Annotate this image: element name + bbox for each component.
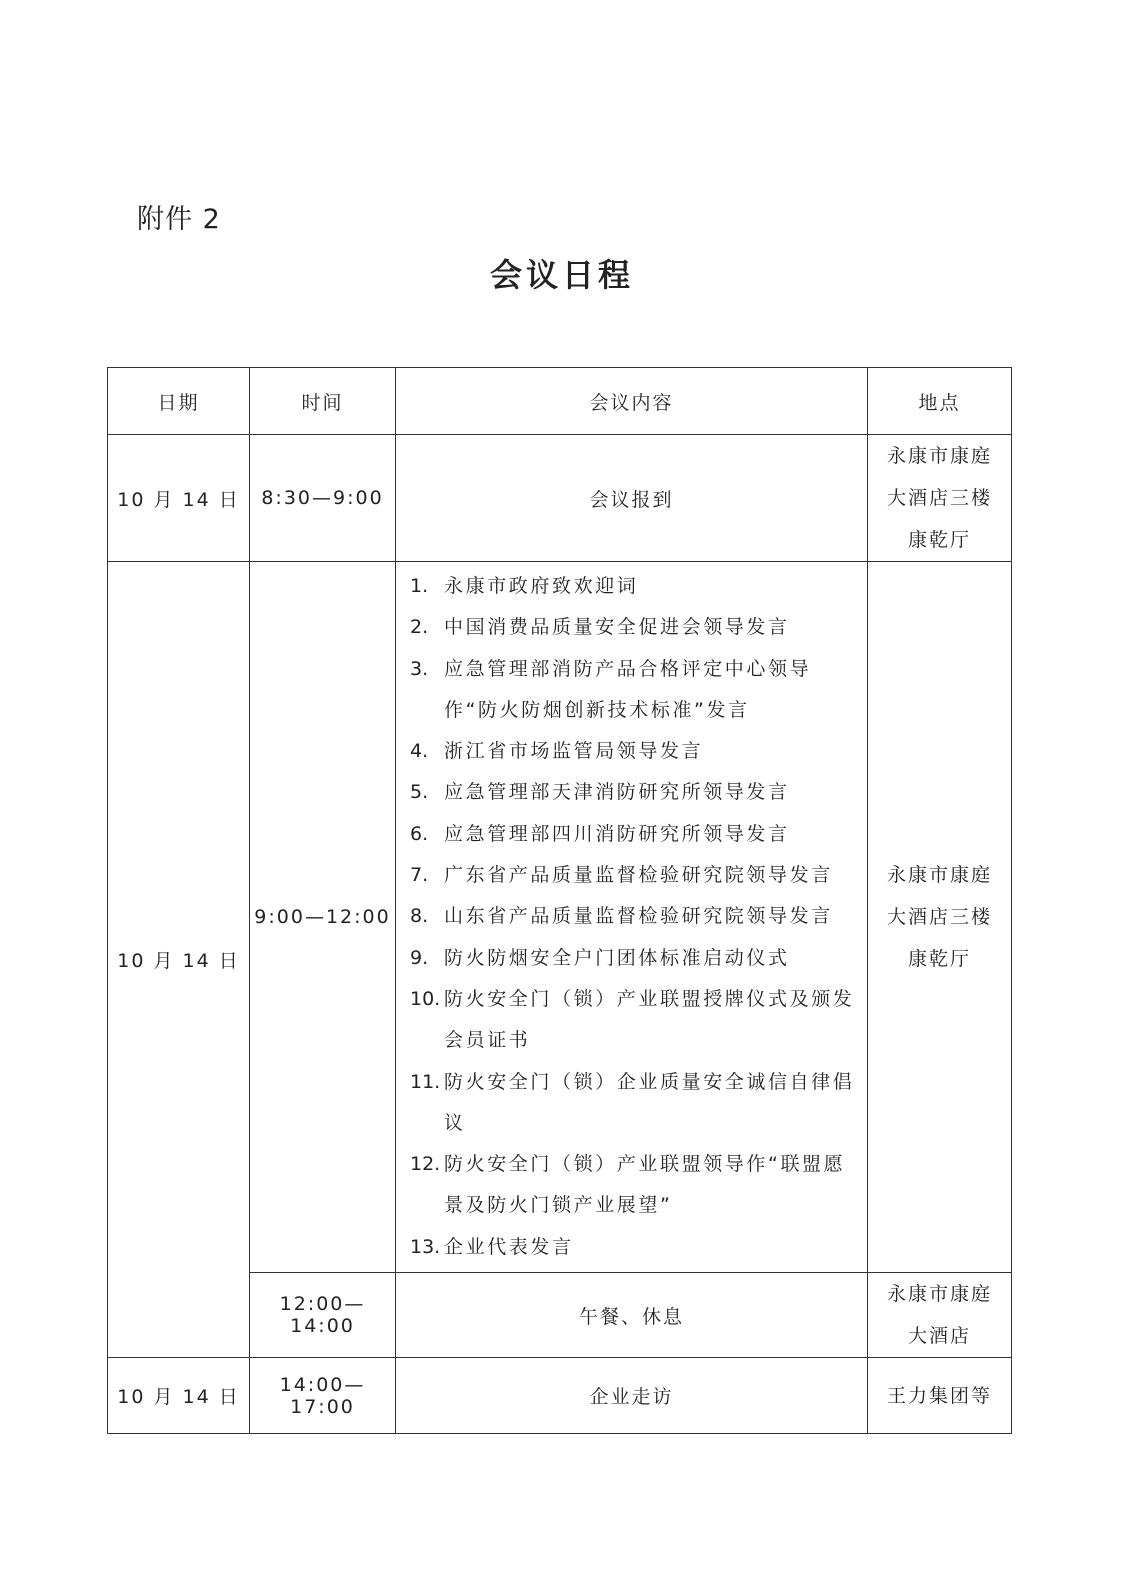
item-text: 山东省产品质量监督检验研究院领导发言 (444, 905, 833, 928)
item-text: 防火防烟安全户门团体标准启动仪式 (444, 946, 790, 969)
date-cell: 10 月 14 日 (108, 1358, 250, 1434)
table-row (108, 562, 1012, 1273)
item-number: 5. (410, 781, 429, 804)
location-cell (868, 1273, 1012, 1358)
item-text: 防火安全门（锁）企业质量安全诚信自律倡议 (444, 1070, 855, 1134)
table-row (108, 435, 1012, 562)
header-time: 时间 (250, 368, 396, 435)
attachment-label: 附件 2 (137, 204, 221, 235)
document-title: 会议日程 (489, 256, 634, 294)
location-line: 大酒店 (907, 1325, 971, 1348)
list-item (410, 649, 857, 732)
item-text: 防火安全门（锁）产业联盟领导作“联盟愿景及防火门锁产业展望” (444, 1153, 846, 1217)
item-number: 12. (410, 1153, 441, 1176)
agenda-list (396, 562, 867, 1272)
item-number: 7. (410, 864, 429, 887)
schedule-table (107, 367, 1012, 1434)
content-cell (396, 562, 868, 1273)
list-item (410, 855, 857, 896)
list-item (410, 772, 857, 813)
item-number: 3. (410, 657, 429, 680)
item-text: 中国消费品质量安全促进会领导发言 (444, 616, 790, 639)
location-line: 康乾厅 (907, 529, 971, 551)
header-date: 日期 (108, 368, 250, 435)
item-number: 6. (410, 822, 429, 845)
location-line: 大酒店三楼 (886, 906, 992, 929)
time-cell: 14:00—17:00 (250, 1358, 396, 1434)
header-content: 会议内容 (396, 368, 868, 435)
item-text: 应急管理部四川消防研究所领导发言 (444, 822, 790, 845)
list-item (410, 607, 857, 648)
location-line: 永康市康庭 (886, 864, 992, 887)
list-item (410, 938, 857, 979)
item-number: 4. (410, 740, 429, 763)
table-header-row (108, 368, 1012, 435)
content-cell: 会议报到 (396, 435, 868, 562)
item-number: 9. (410, 946, 429, 969)
item-number: 2. (410, 616, 429, 639)
location-line: 康乾厅 (907, 948, 971, 971)
list-item (410, 896, 857, 937)
list-item (410, 1144, 857, 1227)
item-text: 应急管理部天津消防研究所领导发言 (444, 781, 790, 804)
location-line: 永康市康庭 (886, 445, 992, 467)
list-item (410, 731, 857, 772)
list-item (410, 1062, 857, 1145)
date-cell: 10 月 14 日 (108, 562, 250, 1358)
item-number: 11. (410, 1070, 441, 1093)
item-number: 13. (410, 1235, 441, 1258)
item-text: 防火安全门（锁）产业联盟授牌仪式及颁发会员证书 (444, 987, 855, 1052)
location-line: 永康市康庭 (886, 1283, 992, 1306)
date-cell: 10 月 14 日 (108, 435, 250, 562)
time-cell: 12:00—14:00 (250, 1273, 396, 1358)
time-cell: 9:00—12:00 (250, 562, 396, 1273)
location-line: 大酒店三楼 (886, 487, 992, 509)
item-text: 广东省产品质量监督检验研究院领导发言 (444, 864, 833, 887)
item-text: 企业代表发言 (444, 1235, 574, 1258)
list-item (410, 814, 857, 855)
item-text: 永康市政府致欢迎词 (444, 575, 639, 597)
location-line: 王力集团等 (886, 1384, 992, 1407)
item-text: 浙江省市场监管局领导发言 (444, 740, 704, 763)
item-number: 8. (410, 905, 429, 928)
location-cell (868, 562, 1012, 1273)
list-item (410, 566, 857, 607)
location-cell (868, 435, 1012, 562)
item-text: 应急管理部消防产品合格评定中心领导作“防火防烟创新技术标准”发言 (444, 657, 812, 721)
header-location: 地点 (868, 368, 1012, 435)
content-cell: 企业走访 (396, 1358, 868, 1434)
item-number: 10. (410, 987, 441, 1010)
list-item (410, 1227, 857, 1268)
list-item (410, 979, 857, 1062)
time-cell: 8:30—9:00 (250, 435, 396, 562)
content-cell: 午餐、休息 (396, 1273, 868, 1358)
item-number: 1. (410, 575, 429, 597)
table-row (108, 1358, 1012, 1434)
location-cell (868, 1358, 1012, 1434)
